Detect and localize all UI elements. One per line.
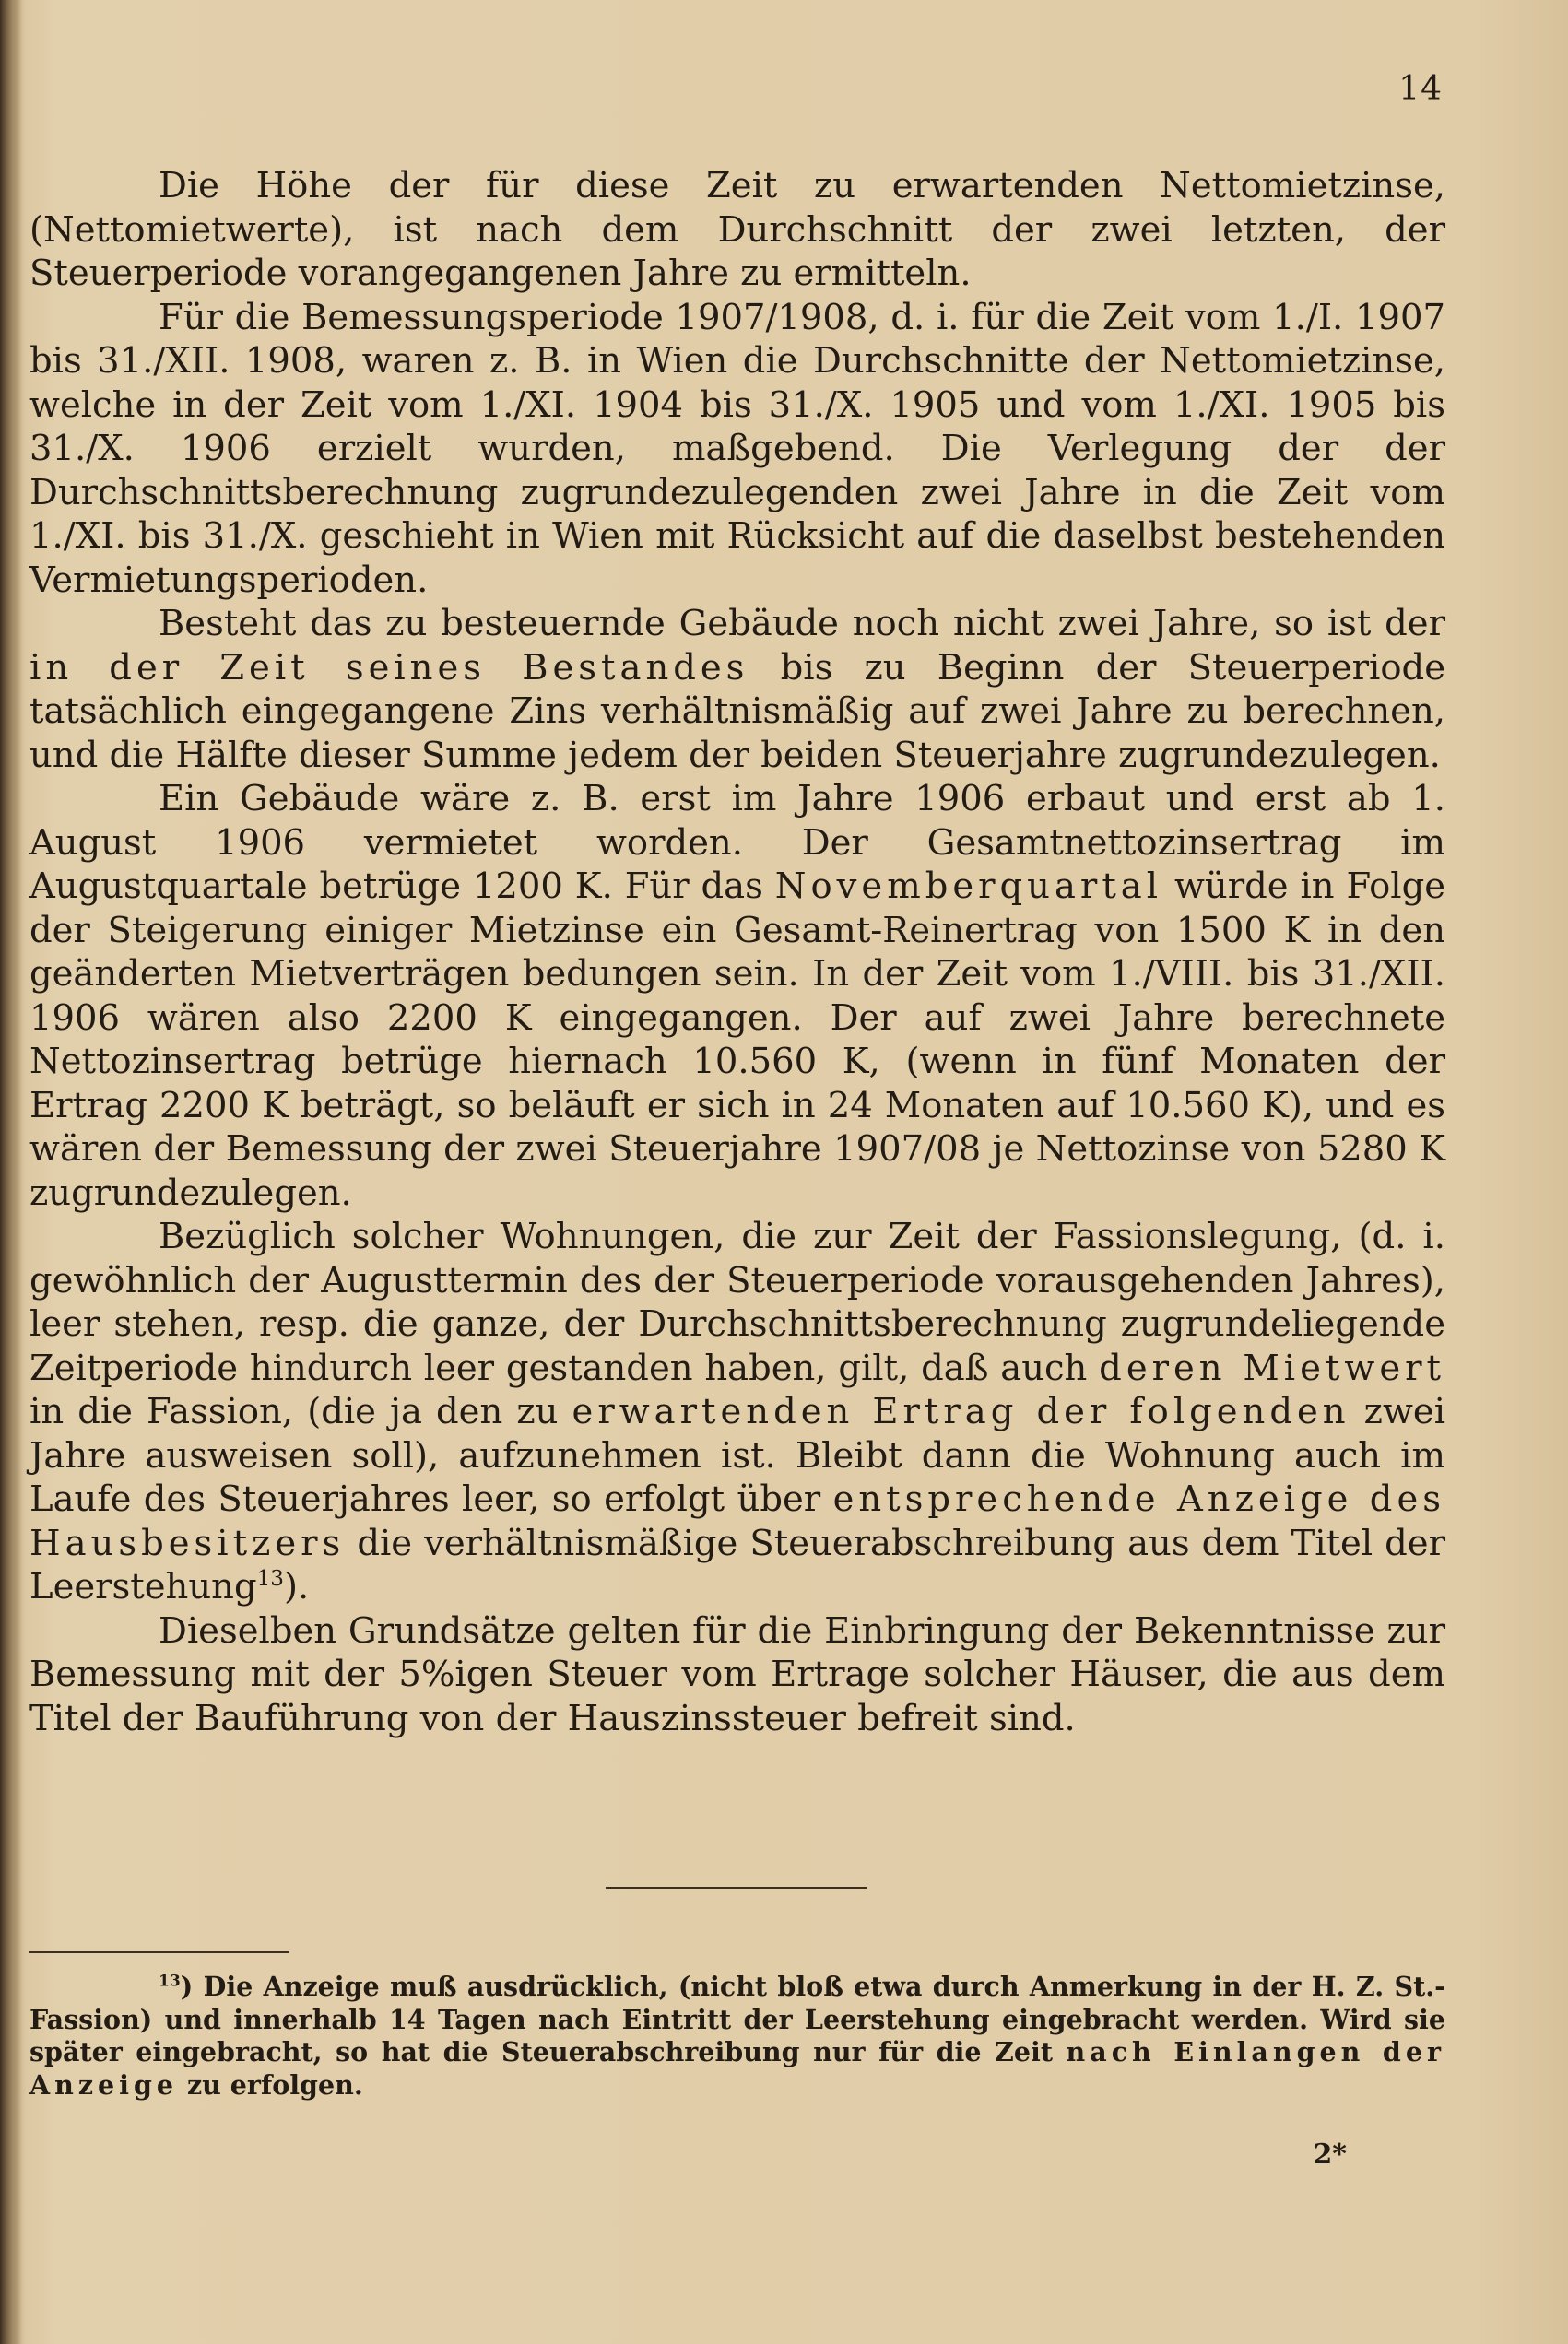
text-run: die verhältnismäßige Steuerabschreibung aus dem Titel der Leerstehung [29,1522,1445,1608]
paragraph-leerstehende-wohnungen [29,1215,1445,1609]
text-run: zu erfolgen. [178,2068,363,2101]
emphasized-text: entsprechende Anzeige des Hausbesitzers [29,1478,1445,1564]
emphasized-text: nach Einlangen der Anzeige [29,2036,1445,2101]
page-number: 14 [1398,70,1443,108]
paragraph-bemessungsperiode [29,296,1445,603]
text-run: ). [283,1566,310,1608]
text-run: zwei Jahre ausweisen soll), aufzunehmen ist. Bleibt dann die Wohnung auch im Laufe des Steuerjahres leer, so erfolgt über [29,1391,1446,1520]
emphasized-text: deren Mietwert [1099,1347,1445,1389]
text-run: Ein Gebäude wäre z. B. erst im Jahre 1906 erbaut und erst ab 1. August 1906 vermietet worden. Der Gesamtnettozinsertrag im Augustquartale betrüge 1200 K. Für das [29,778,1445,907]
text-run: Für die Bemessungsperiode 1907/1908, d. i. für die Zeit vom 1./I. 1907 bis 31./XII. 1908, waren z. B. in Wien die Durchschnitte der Nettomietzinse, welche in der Zeit vom 1./XI. 1904 bis 31./X. 1905 und vom 1./XI. 1905 bis 31./X. 1906 erzielt wurden, maßgebend. Die Verlegung der der Durchschnittsberechnung zugrundezulegenden zwei Jahre in die Zeit vom 1./XI. bis 31./X. geschieht in Wien mit Rücksicht auf die daselbst bestehenden Vermietungsperioden. [29,296,1445,601]
text-run: würde in Folge der Steigerung einiger Mietzinse ein Gesamt-Reinertrag von 1500 K in den geänderten Mietverträgen bedungen sein. In der Zeit vom 1./VIII. bis 31./XII. 1906 wären also 2200 K eingegangen. Der auf zwei Jahre berechnete Nettozinsertrag betrüge hiernach 10.560 K, (wenn in fünf Monaten der Ertrag 2200 K beträgt, so beläuft er sich in 24 Monaten auf 10.560 K), und es wären der Bemessung der zwei Steuerjahre 1907/08 je Nettozinse von 5280 K zugrundezulegen. [29,866,1446,1214]
text-run: Besteht das zu besteuernde Gebäude noch nicht zwei Jahre, so ist der [159,603,1445,644]
text-run: bis zu Beginn der Steuerperiode tatsächlich eingegangene Zins verhältnismäßig auf zwei Jahre zu berechnen, und die Hälfte dieser Summe jedem der beiden Steuerjahre zugrundezulegen. [29,646,1445,776]
text-run: Dieselben Grundsätze gelten für die Einbringung der Bekenntnisse zur Bemessung mit der 5%igen Steuer vom Ertrage solcher Häuser, die aus dem Titel der Bauführung von der Hauszinssteuer befreit sind. [29,1609,1445,1739]
paragraph-nettomietzinse [29,164,1445,296]
body-text [29,164,1445,1740]
footnote-13 [29,1971,1445,2102]
emphasized-text: erwartenden Ertrag der folgenden [572,1391,1350,1432]
text-run: ) Die Anzeige muß ausdrücklich, (nicht bloß etwa durch Anmerkung in der H. Z. St.-Fassion) und innerhalb 14 Tagen nach Eintritt der Leerstehung eingebracht werden. Wird sie später eingebracht, so hat die Steuerabschreibung nur für die Zeit [29,1971,1445,2067]
paragraph-beispiel-gebaeude [29,777,1445,1215]
signature-mark: 2* [1313,2138,1347,2171]
text-run: in die Fassion, (die ja den zu [29,1391,572,1432]
emphasized-text: in der Zeit seines Bestandes [29,646,749,689]
book-binding-edge [0,0,22,2344]
footnote-ref: 13 [256,1567,284,1592]
section-divider [606,1887,867,1889]
emphasized-text: Novemberquartal [774,866,1163,907]
text-run: Die Höhe der für diese Zeit zu erwartenden Nettomietzinse, (Nettomietwerte), ist nach dem Durchschnitt der zwei letzten, der Steuerperiode vorangegangenen Jahre zu ermitteln. [29,165,1445,294]
footnote-divider [29,1951,289,1953]
footnote-ref: 13 [159,1972,181,1991]
paragraph-neues-gebaeude [29,602,1445,777]
text-run: Bezüglich solcher Wohnungen, die zur Zeit der Fassionslegung, (d. i. gewöhnlich der Augusttermin des der Steuerperiode vorausgehenden Jahres), leer stehen, resp. die ganze, der Durchschnittsberechnung zugrundeliegende Zeitperiode hindurch leer gestanden haben, gilt, daß auch [29,1216,1445,1389]
paragraph-grundsaetze [29,1609,1445,1741]
